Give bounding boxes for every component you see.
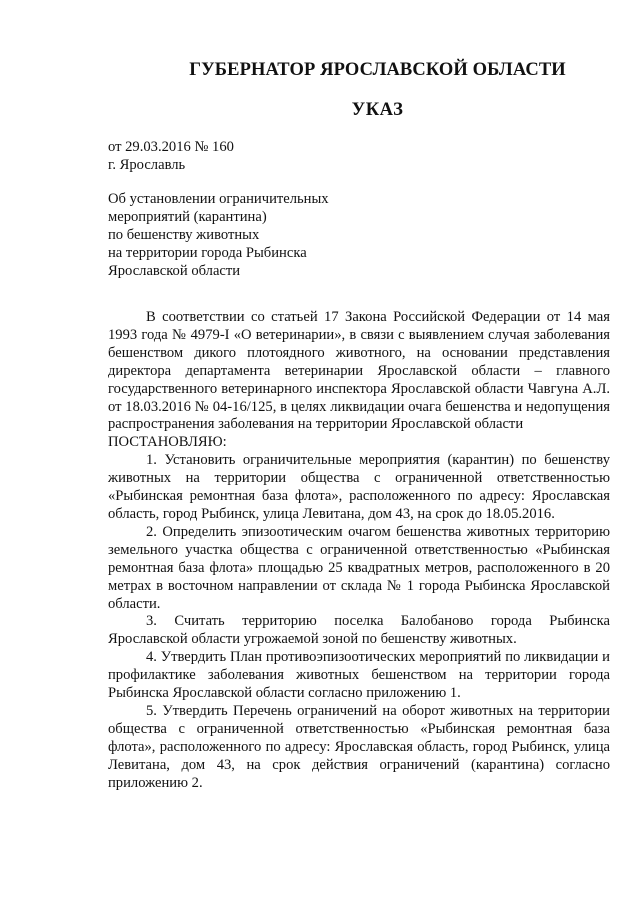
decree-item: 4. Утвердить План противоэпизоотических мероприятий по ликвидации и профилактике заболевания животных бешенством на территории города Рыбинска Ярославской области согласно приложению 1. xyxy=(108,649,610,702)
decree-item: 1. Установить ограничительные мероприятия (карантин) по бешенству животных на территории общества с ограниченной ответственностью «Рыбинская ремонтная база флота», расположенного по адресу: Ярославская область, город Рыбинск, улица Левитана, дом 43, на срок до 18.05.2016. xyxy=(108,452,610,522)
issuing-authority: ГУБЕРНАТОР ЯРОСЛАВСКОЙ ОБЛАСТИ xyxy=(189,60,566,80)
document-body xyxy=(108,309,610,792)
city: г. Ярославль xyxy=(108,157,186,173)
document-subject xyxy=(108,190,329,280)
document-meta xyxy=(108,138,234,174)
document-type: УКАЗ xyxy=(351,100,404,120)
decree-item: 3. Считать территорию поселка Балобаново города Рыбинска Ярославской области угрожаемой зоной по бешенству животных. xyxy=(108,613,610,648)
decree-item: 2. Определить эпизоотическим очагом бешенства животных территорию земельного участка общества с ограниченной ответственностью «Рыбинская ремонтная база флота» площадью 25 квадратных метров, расположенного в 20 метрах в восточном направлении от склада № 1 города Рыбинска Ярославской области. xyxy=(108,523,610,612)
subject-line: Ярославской области xyxy=(108,263,241,279)
date-number: от 29.03.2016 № 160 xyxy=(108,139,234,155)
subject-line: по бешенству животных xyxy=(108,227,260,243)
decree-item: 5. Утвердить Перечень ограничений на оборот животных на территории общества с ограниченной ответственностью «Рыбинская ремонтная база флота», расположенного по адресу: Ярославская область, город Рыбинск, улица Левитана, дом 43, на срок действия ограничений (карантина) согласно приложению 2. xyxy=(108,702,610,791)
subject-line: на территории города Рыбинска xyxy=(108,245,307,261)
subject-line: мероприятий (карантина) xyxy=(108,209,267,225)
preamble-paragraph: В соответствии со статьей 17 Закона Российской Федерации от 14 мая 1993 года № 4979-I «О ветеринарии», в связи с выявлением случая заболевания бешенством дикого плотоядного животного, на основании представления директора департамента ветеринарии Ярославской области – главного государственного ветеринарного инспектора Ярославской области Чавгуна А.Л. от 18.03.2016 № 04-16/125, в целях ликвидации очага бешенства и недопущения распространения заболевания на территории Ярославской области xyxy=(108,309,610,433)
decree-word: ПОСТАНОВЛЯЮ: xyxy=(108,434,227,451)
subject-line: Об установлении ограничительных xyxy=(108,191,329,207)
